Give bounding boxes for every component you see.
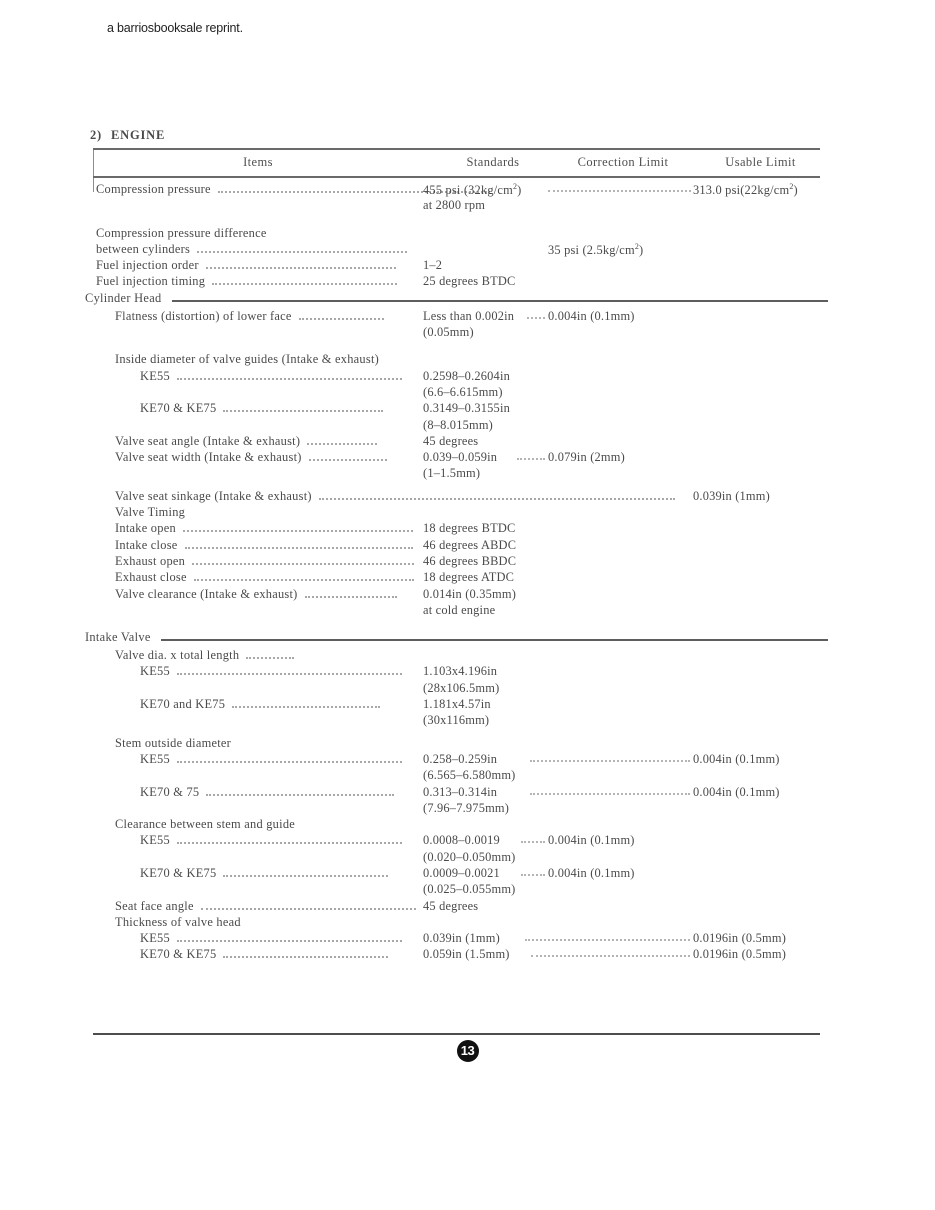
row-label: KE70 & KE75 [140,866,388,881]
dot-leader [521,840,545,843]
table-row [93,866,820,882]
column-header-correction-limit: Correction Limit [577,155,669,169]
value-standards: 46 degrees BBDC [423,553,517,568]
row-label: KE55 [140,752,402,767]
value-usable-limit: 0.0196in (0.5mm) [693,947,787,962]
dot-leader [206,266,396,269]
dot-leader [548,189,691,192]
row-label: Valve dia. x total length [115,648,294,663]
value-standards: 45 degrees [423,433,479,448]
value-standards: 0.059in (1.5mm) [423,947,510,962]
dot-leader [531,954,690,957]
table-row [93,182,820,198]
column-header-standards: Standards [466,155,520,169]
dot-leader [197,250,407,253]
dot-leader [309,458,387,461]
dot-leader [223,409,383,412]
table-row [93,554,820,570]
dot-leader [201,907,416,910]
row-label: Intake close [115,538,413,553]
table-row [93,833,820,849]
table-row [93,352,820,368]
table-row [93,401,820,417]
row-label: Stem outside diameter [115,735,232,750]
table-row [93,489,820,505]
dot-leader [177,672,402,675]
value-standards: 0.039–0.059in [423,450,498,465]
value-usable-limit: 0.0196in (0.5mm) [693,931,787,946]
row-label: Valve seat sinkage (Intake & exhaust) [115,489,675,504]
table-row [93,785,820,801]
table-row [93,325,820,341]
dot-leader [246,656,294,659]
row-label: KE55 [140,833,402,848]
value-standards: 1–2 [423,258,443,273]
value-standards: 0.039in (1mm) [423,931,500,946]
row-label: Fuel injection timing [96,274,397,289]
row-label: Valve Timing [115,505,186,520]
value-standards: 45 degrees [423,898,479,913]
spec-table [85,148,820,964]
value-standards-continued: (6.6–6.615mm) [423,384,503,399]
row-label: Thickness of valve head [115,914,241,929]
value-correction-limit: 0.079in (2mm) [548,450,625,465]
table-row [93,713,820,729]
dot-leader [223,955,388,958]
row-label: KE70 & KE75 [140,947,388,962]
value-correction-limit: 0.004in (0.1mm) [548,865,635,880]
value-standards-continued: (28x106.5mm) [423,680,500,695]
row-label: Compression pressure difference [96,225,267,240]
table-section-heading [85,630,820,648]
value-correction-limit: 35 psi $(2.5kg/cm^2)$ [548,241,644,258]
table-section-heading [85,290,820,309]
section-title: ENGINE [111,128,166,142]
row-label: Seat face angle [115,899,416,914]
section-heading-rule [93,639,828,641]
value-correction-limit: 0.004in (0.1mm) [548,833,635,848]
section-heading-label: Intake Valve [85,630,161,645]
value-usable-limit: 0.004in (0.1mm) [693,784,780,799]
dot-leader [525,938,690,941]
table-row [93,603,820,619]
table-row [93,752,820,768]
table-row [93,418,820,434]
value-standards: 18 degrees BTDC [423,521,516,536]
value-standards-continued: (1–1.5mm) [423,466,481,481]
row-label: Intake open [115,521,413,536]
dot-leader [206,793,394,796]
table-row [93,274,820,290]
table-row [93,521,820,537]
row-label: Flatness (distortion) of lower face [115,309,384,324]
value-usable-limit: 0.004in (0.1mm) [693,751,780,766]
table-row [93,648,820,664]
row-label: Exhaust open [115,554,414,569]
table-row [93,947,820,963]
dot-leader [192,562,414,565]
table-row [93,369,820,385]
dot-leader [185,546,413,549]
value-usable-limit: 0.039in (1mm) [693,488,770,503]
dot-leader [177,841,402,844]
value-standards: 1.181x4.57in [423,697,491,712]
value-standards-continued: at 2800 rpm [423,198,486,213]
dot-leader [299,317,384,320]
dot-leader [232,705,380,708]
dot-leader [177,939,402,942]
dot-leader [223,874,388,877]
row-label: Inside diameter of valve guides (Intake & exhaust) [115,352,380,367]
dot-leader [194,578,414,581]
table-row [93,538,820,554]
value-standards: 46 degrees ABDC [423,537,517,552]
value-usable-limit: 313.0 $psi(22kg/cm^2)$ [693,182,798,198]
table-row [93,736,820,752]
table-row [93,466,820,482]
dot-leader [530,792,690,795]
table-row [93,768,820,784]
value-standards: 0.313–0.314in [423,784,498,799]
table-row [93,309,820,325]
value-standards: 0.014in (0.35mm) [423,586,517,601]
dot-leader [517,457,545,460]
page-number-badge: 13 [457,1040,479,1062]
value-standards-continued: (0.025–0.055mm) [423,882,516,897]
dot-leader [521,873,545,876]
value-standards-continued: (6.565–6.580mm) [423,768,516,783]
table-row [93,258,820,274]
table-row [93,817,820,833]
value-standards: 18 degrees ATDC [423,570,515,585]
table-row [93,198,820,214]
value-standards: 1.103x4.196in [423,664,498,679]
row-spacer [93,215,820,226]
table-row [93,505,820,521]
page-title [90,128,165,143]
value-standards-continued: at cold engine [423,602,496,617]
value-standards: 0.2598–0.2604in [423,368,510,383]
column-header-items: Items [243,155,273,169]
table-row [93,681,820,697]
value-standards-continued: (0.020–0.050mm) [423,849,516,864]
table-row [93,697,820,713]
dot-leader [527,316,545,319]
row-label: Exhaust close [115,570,414,585]
reprint-note: a barriosbooksale reprint. [107,21,243,35]
value-correction-limit: 0.004in (0.1mm) [548,308,635,323]
dot-leader [307,442,377,445]
row-label: KE55 [140,664,402,679]
value-standards: 0.0008–0.0019 [423,833,500,848]
row-label: Clearance between stem and guide [115,817,296,832]
row-label: KE55 [140,369,402,384]
table-row [93,899,820,915]
table-row [93,226,820,242]
table-row [93,882,820,898]
row-spacer [93,619,820,630]
table-bottom-rule [93,1033,820,1035]
row-label: KE70 & KE75 [140,401,383,416]
row-spacer [93,341,820,352]
value-standards-continued: (8–8.015mm) [423,417,493,432]
dot-leader [212,282,397,285]
value-standards-continued: (30x116mm) [423,713,490,728]
value-standards: 25 degrees BTDC [423,274,516,289]
table-row [93,931,820,947]
table-row [93,242,820,258]
section-heading-rule [93,300,828,302]
row-label: Valve seat width (Intake & exhaust) [115,450,387,465]
row-label: KE55 [140,931,402,946]
value-standards: 455 psi $(32kg/cm^2)$ [423,182,522,198]
row-label: Valve seat angle (Intake & exhaust) [115,434,377,449]
section-number: 2) [90,128,103,142]
dot-leader [319,497,675,500]
column-header-usable-limit: Usable Limit [725,155,796,169]
section-heading-label: Cylinder Head [85,291,172,306]
table-row [93,664,820,680]
table-row [93,915,820,931]
table-row [93,801,820,817]
table-header-row [93,150,820,176]
table-row [93,450,820,466]
dot-leader [177,760,402,763]
row-label: between cylinders [96,242,407,257]
dot-leader [183,529,413,532]
dot-leader [177,377,402,380]
row-label: Fuel injection order [96,258,396,273]
value-standards-continued: (7.96–7.975mm) [423,800,510,815]
dot-leader [305,595,397,598]
dot-leader [530,759,690,762]
table-body [85,178,820,964]
page-footer [0,1040,935,1062]
value-standards: 0.0009–0.0021 [423,865,500,880]
value-standards: 0.3149–0.3155in [423,401,510,416]
value-standards: 0.258–0.259in [423,751,498,766]
row-label: KE70 & 75 [140,785,394,800]
table-row [93,434,820,450]
table-row [93,570,820,586]
row-label: KE70 and KE75 [140,697,380,712]
table-row [93,850,820,866]
table-row [93,587,820,603]
row-label: Compression pressure [96,182,490,197]
row-label: Valve clearance (Intake & exhaust) [115,587,397,602]
value-standards: Less than 0.002in [423,308,515,323]
table-row [93,385,820,401]
value-standards-continued: (0.05mm) [423,325,474,340]
